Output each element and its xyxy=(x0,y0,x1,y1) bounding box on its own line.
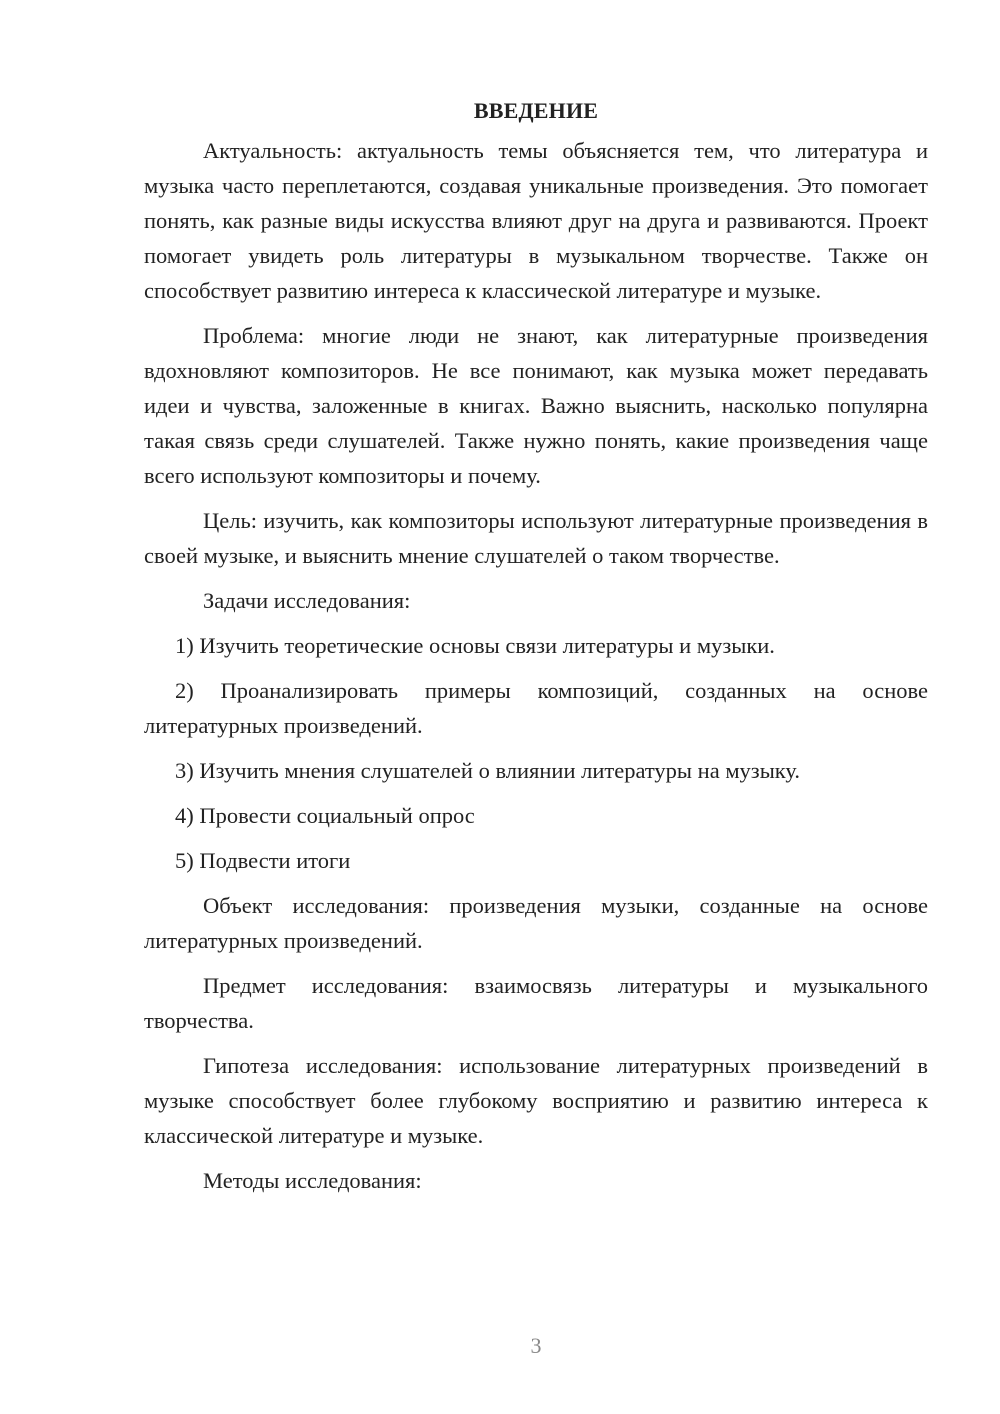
tasks-heading: Задачи исследования: xyxy=(203,588,411,613)
object-paragraph: Объект исследования: произведения музыки, созданные на основе литературных произведений. xyxy=(144,893,928,953)
methods-heading: Методы исследования: xyxy=(203,1168,422,1193)
task-item: 3) Изучить мнения слушателей о влиянии литературы на музыку. xyxy=(175,758,801,783)
task-item: 1) Изучить теоретические основы связи литературы и музыки. xyxy=(175,633,775,658)
task-item: 5) Подвести итоги xyxy=(175,848,351,873)
relevance-paragraph: Актуальность: актуальность темы объясняется тем, что литература и музыка часто переплетаются, создавая уникальные произведения. Это помогает понять, как разные виды искусства влияют друг на друга и развиваются. Проект помогает увидеть роль литературы в музыкальном творчестве. Также он способствует развитию интереса к классической литературе и музыке. xyxy=(144,138,928,303)
section-heading: ВВЕДЕНИЕ xyxy=(473,98,599,123)
document-page xyxy=(144,96,928,1296)
subject-paragraph: Предмет исследования: взаимосвязь литературы и музыкального творчества. xyxy=(144,973,928,1033)
task-item: 4) Провести социальный опрос xyxy=(175,803,475,828)
problem-paragraph: Проблема: многие люди не знают, как литературные произведения вдохновляют композиторов. Не все понимают, как музыка может передавать идеи и чувства, заложенные в книгах. Важно выяснить, насколько популярна такая связь среди слушателей. Также нужно понять, какие произведения чаще всего используют композиторы и почему. xyxy=(144,323,928,488)
task-item: 2) Проанализировать примеры композиций, созданных на основе литературных произведений. xyxy=(144,678,928,738)
page-number: 3 xyxy=(530,1333,542,1358)
goal-paragraph: Цель: изучить, как композиторы используют литературные произведения в своей музыке, и выяснить мнение слушателей о таком творчестве. xyxy=(144,508,928,568)
hypothesis-paragraph: Гипотеза исследования: использование литературных произведений в музыке способствует более глубокому восприятию и развитию интереса к классической литературе и музыке. xyxy=(144,1053,928,1148)
tasks-list xyxy=(144,628,928,878)
